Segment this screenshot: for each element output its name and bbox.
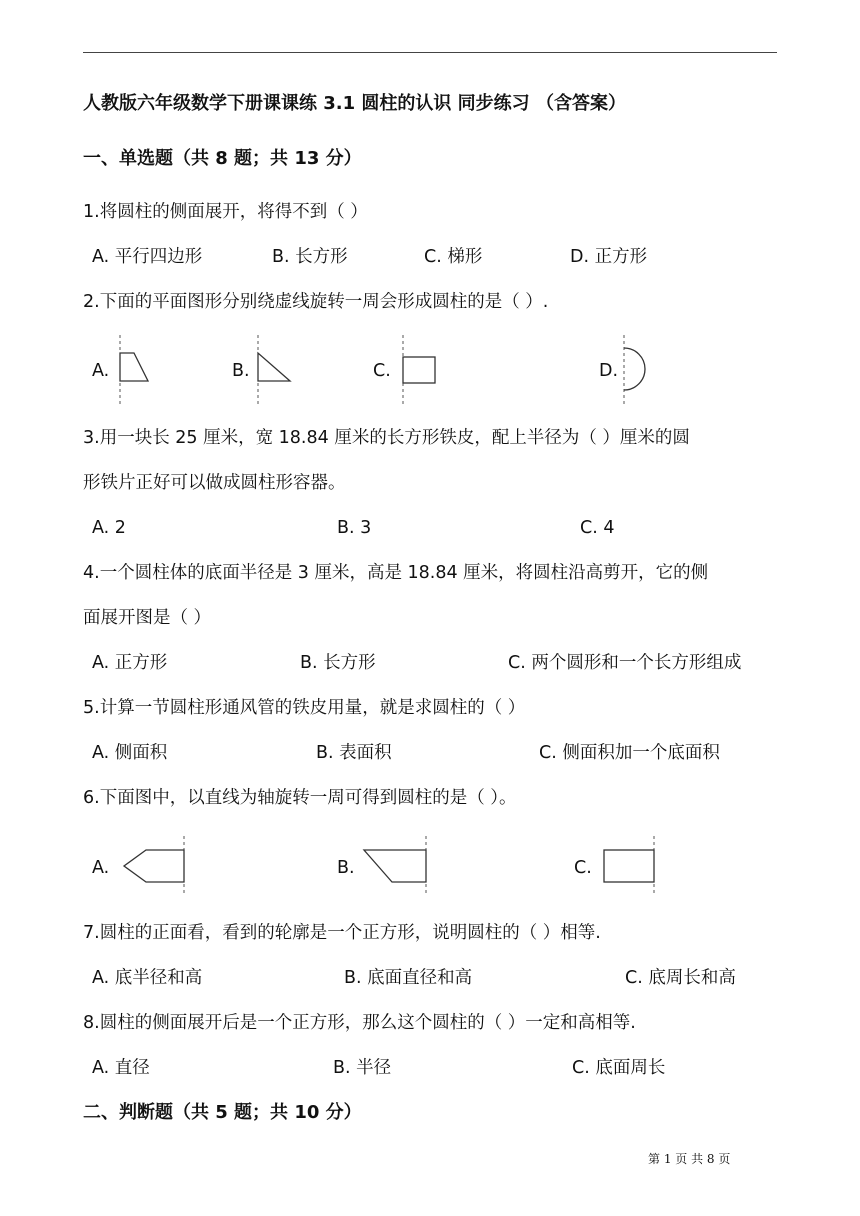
q2-option-d: D.	[599, 361, 619, 381]
q1-option-a: A. 平行四边形	[92, 247, 203, 267]
q3-option-a: A. 2	[92, 518, 126, 538]
q7-option-c: C. 底周长和高	[625, 968, 736, 988]
question-7-stem: 7.圆柱的正面看，看到的轮廓是一个正方形，说明圆柱的（ ）相等.	[83, 923, 601, 943]
q3-option-b: B. 3	[337, 518, 372, 538]
question-1-stem: 1.将圆柱的侧面展开，将得不到（ ）	[83, 202, 368, 222]
q6-option-b: B.	[337, 858, 355, 878]
question-4-stem-line2: 面展开图是（ ）	[83, 608, 212, 628]
question-5-stem: 5.计算一节圆柱形通风管的铁皮用量，就是求圆柱的（ ）	[83, 698, 526, 718]
q6-figure-a-pentagon	[118, 836, 190, 896]
question-6-stem: 6.下面图中，以直线为轴旋转一周可得到圆柱的是（ ）。	[83, 788, 517, 808]
question-8-stem: 8.圆柱的侧面展开后是一个正方形，那么这个圆柱的（ ）一定和高相等.	[83, 1013, 636, 1033]
q4-option-a: A. 正方形	[92, 653, 168, 673]
q2-figure-a-trapezoid	[112, 335, 156, 405]
question-2-stem: 2.下面的平面图形分别绕虚线旋转一周会形成圆柱的是（ ）.	[83, 292, 549, 312]
question-3-stem-line2: 形铁片正好可以做成圆柱形容器。	[83, 473, 346, 493]
section-heading-2: 二、判断题（共 5 题；共 10 分）	[83, 1102, 362, 1123]
q5-option-a: A. 侧面积	[92, 743, 168, 763]
q3-option-c: C. 4	[580, 518, 615, 538]
q5-option-c: C. 侧面积加一个底面积	[539, 743, 720, 763]
q6-option-c: C.	[574, 858, 592, 878]
q6-figure-c-rectangle	[598, 836, 660, 896]
q2-option-b: B.	[232, 361, 250, 381]
section-heading-1: 一、单选题（共 8 题；共 13 分）	[83, 148, 362, 169]
q8-option-b: B. 半径	[333, 1058, 392, 1078]
q2-figure-d-semicircle	[618, 335, 658, 405]
q2-figure-c-rectangle	[395, 335, 439, 405]
q7-option-a: A. 底半径和高	[92, 968, 203, 988]
page-number-footer: 第 1 页 共 8 页	[648, 1152, 731, 1166]
q1-option-c: C. 梯形	[424, 247, 483, 267]
q1-option-d: D. 正方形	[570, 247, 648, 267]
q2-figure-b-triangle	[252, 335, 296, 405]
q2-option-c: C.	[373, 361, 391, 381]
q6-figure-b-trapezoid	[360, 836, 432, 896]
q7-option-b: B. 底面直径和高	[344, 968, 473, 988]
question-3-stem-line1: 3.用一块长 25 厘米，宽 18.84 厘米的长方形铁皮，配上半径为（ ）厘米的圆	[83, 428, 690, 448]
q8-option-a: A. 直径	[92, 1058, 150, 1078]
header-rule	[83, 52, 777, 53]
q1-option-b: B. 长方形	[272, 247, 348, 267]
q6-option-a: A.	[92, 858, 110, 878]
q5-option-b: B. 表面积	[316, 743, 392, 763]
q4-option-b: B. 长方形	[300, 653, 376, 673]
q4-option-c: C. 两个圆形和一个长方形组成	[508, 653, 742, 673]
page-title: 人教版六年级数学下册课课练 3.1 圆柱的认识 同步练习 （含答案）	[83, 93, 626, 114]
question-4-stem-line1: 4.一个圆柱体的底面半径是 3 厘米，高是 18.84 厘米，将圆柱沿高剪开，它的侧	[83, 563, 709, 583]
q8-option-c: C. 底面周长	[572, 1058, 666, 1078]
q2-option-a: A.	[92, 361, 110, 381]
